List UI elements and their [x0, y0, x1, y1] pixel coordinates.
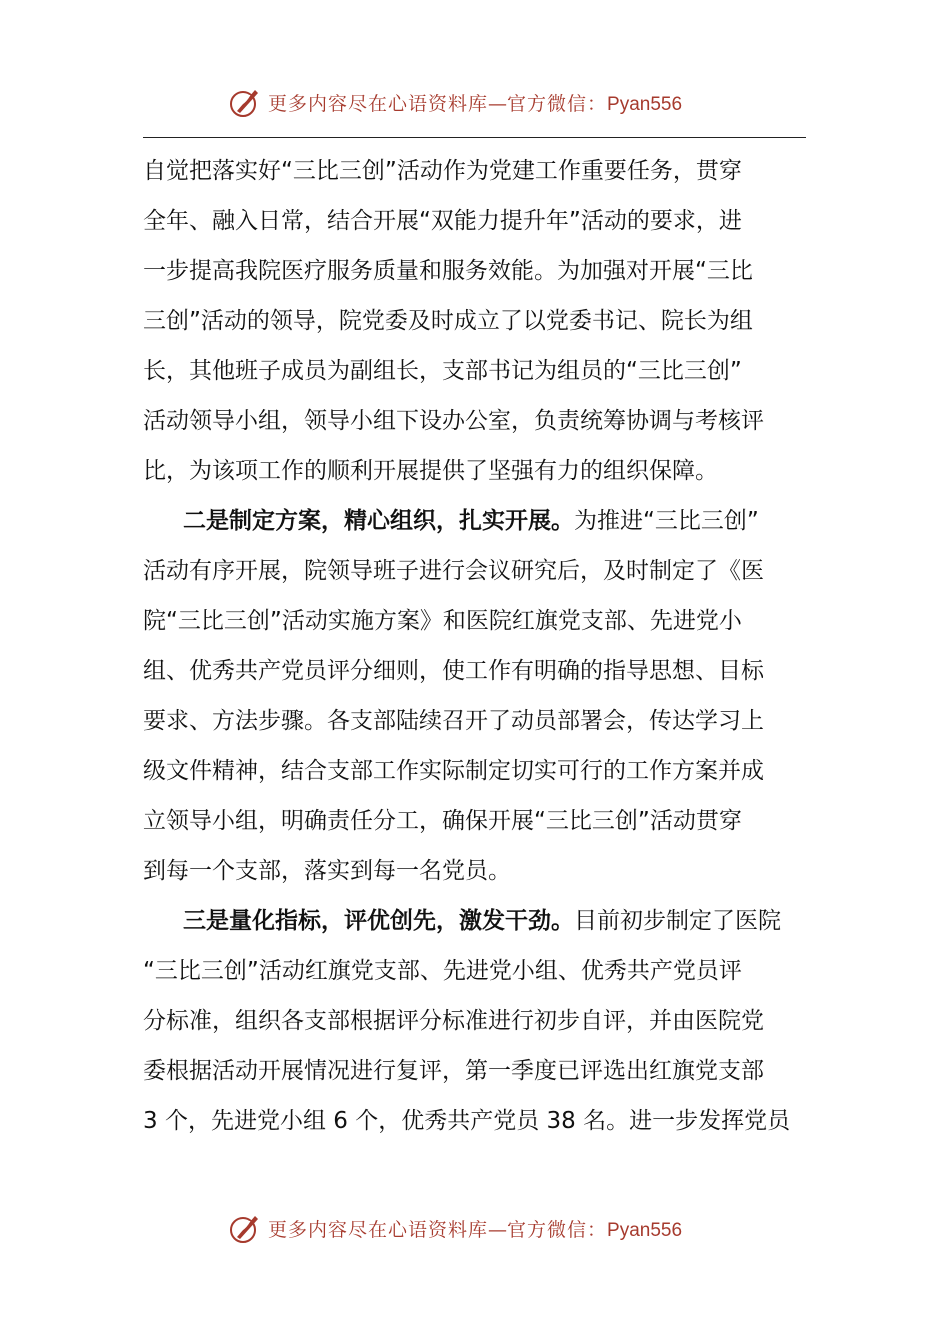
text-line: 全年、融入日常，结合开展“双能力提升年”活动的要求，进 — [143, 208, 742, 234]
text-line: 到每一个支部，落实到每一名党员。 — [143, 858, 511, 884]
text-line: 一步提高我院医疗服务质量和服务效能。为加强对开展“三比 — [143, 258, 753, 284]
quill-logo-icon — [228, 85, 262, 119]
paragraph-2-first-line: 二是制定方案，精心组织，扎实开展。为推进“三比三创” — [183, 508, 759, 534]
text-line: 比，为该项工作的顺利开展提供了坚强有力的组织保障。 — [143, 458, 718, 484]
text-line: 委根据活动开展情况进行复评，第一季度已评选出红旗党支部 — [143, 1058, 764, 1084]
paragraph-2-heading: 二是制定方案，精心组织，扎实开展。 — [183, 508, 574, 534]
text-line: 三创”活动的领导，院党委及时成立了以党委书记、院长为组 — [143, 308, 753, 334]
text-line: 活动有序开展，院领导班子进行会议研究后，及时制定了《医 — [143, 558, 764, 584]
quill-logo-icon — [228, 1211, 262, 1245]
text-line: 要求、方法步骤。各支部陆续召开了动员部署会，传达学习上 — [143, 708, 764, 734]
text-line: 立领导小组，明确责任分工，确保开展“三比三创”活动贯穿 — [143, 808, 742, 834]
banner-text: 更多内容尽在心语资料库—官方微信：Pyan556 — [268, 92, 683, 115]
text-line: 分标准，组织各支部根据评分标准进行初步自评，并由医院党 — [143, 1008, 764, 1034]
header-divider — [143, 137, 806, 138]
text-line: 3 个，先进党小组 6 个，优秀共产党员 38 名。进一步发挥党员 — [143, 1108, 791, 1134]
paragraph-3-heading: 三是量化指标，评优创先，激发干劲。 — [183, 908, 574, 934]
header-banner — [228, 84, 682, 120]
document-body — [143, 146, 806, 1146]
text-line: 活动领导小组，领导小组下设办公室，负责统筹协调与考核评 — [143, 408, 764, 434]
text-line: 长，其他班子成员为副组长，支部书记为组员的“三比三创” — [143, 358, 742, 384]
paragraph-3-first-line: 三是量化指标，评优创先，激发干劲。目前初步制定了医院 — [183, 908, 781, 934]
banner-text: 更多内容尽在心语资料库—官方微信：Pyan556 — [268, 1218, 683, 1241]
text-line: 院“三比三创”活动实施方案》和医院红旗党支部、先进党小 — [143, 608, 742, 634]
footer-banner — [228, 1210, 682, 1246]
text-line: 自觉把落实好“三比三创”活动作为党建工作重要任务，贯穿 — [143, 158, 742, 184]
text-line: “三比三创”活动红旗党支部、先进党小组、优秀共产党员评 — [143, 958, 742, 984]
text-line: 组、优秀共产党员评分细则，使工作有明确的指导思想、目标 — [143, 658, 764, 684]
text-line: 级文件精神，结合支部工作实际制定切实可行的工作方案并成 — [143, 758, 764, 784]
